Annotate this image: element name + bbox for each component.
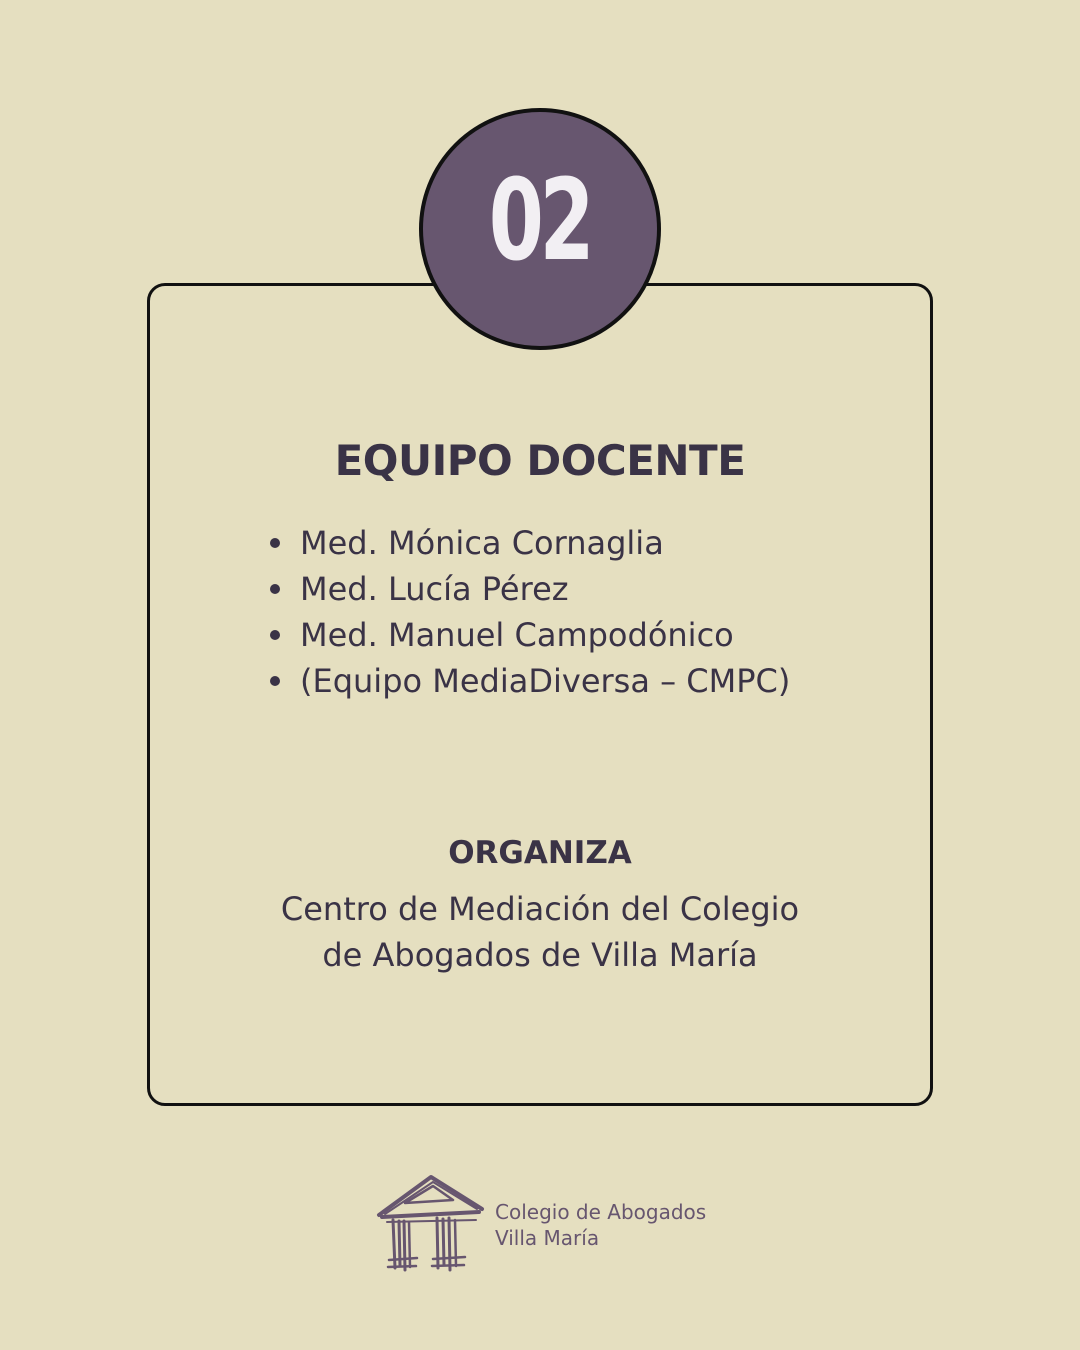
team-member: Med. Lucía Pérez (268, 566, 790, 612)
organizer-line-1: Centro de Mediación del Colegio (280, 890, 800, 928)
team-member: Med. Mónica Cornaglia (268, 520, 790, 566)
organizer-text (0, 886, 1080, 978)
badge-number: 02 (489, 154, 591, 286)
logo-text (495, 1199, 706, 1251)
logo-line-2: Villa María (495, 1226, 600, 1250)
organization-logo (375, 1172, 715, 1276)
logo-line-1: Colegio de Abogados (495, 1200, 707, 1224)
team-member: (Equipo MediaDiversa – CMPC) (268, 658, 790, 704)
number-badge (419, 108, 661, 350)
team-member: Med. Manuel Campodónico (268, 612, 790, 658)
columned-building-icon (375, 1172, 487, 1276)
section-title: EQUIPO DOCENTE (334, 436, 746, 485)
organizer-label: ORGANIZA (448, 835, 632, 871)
team-list (268, 520, 790, 704)
organizer-line-2: de Abogados de Villa María (322, 936, 758, 974)
